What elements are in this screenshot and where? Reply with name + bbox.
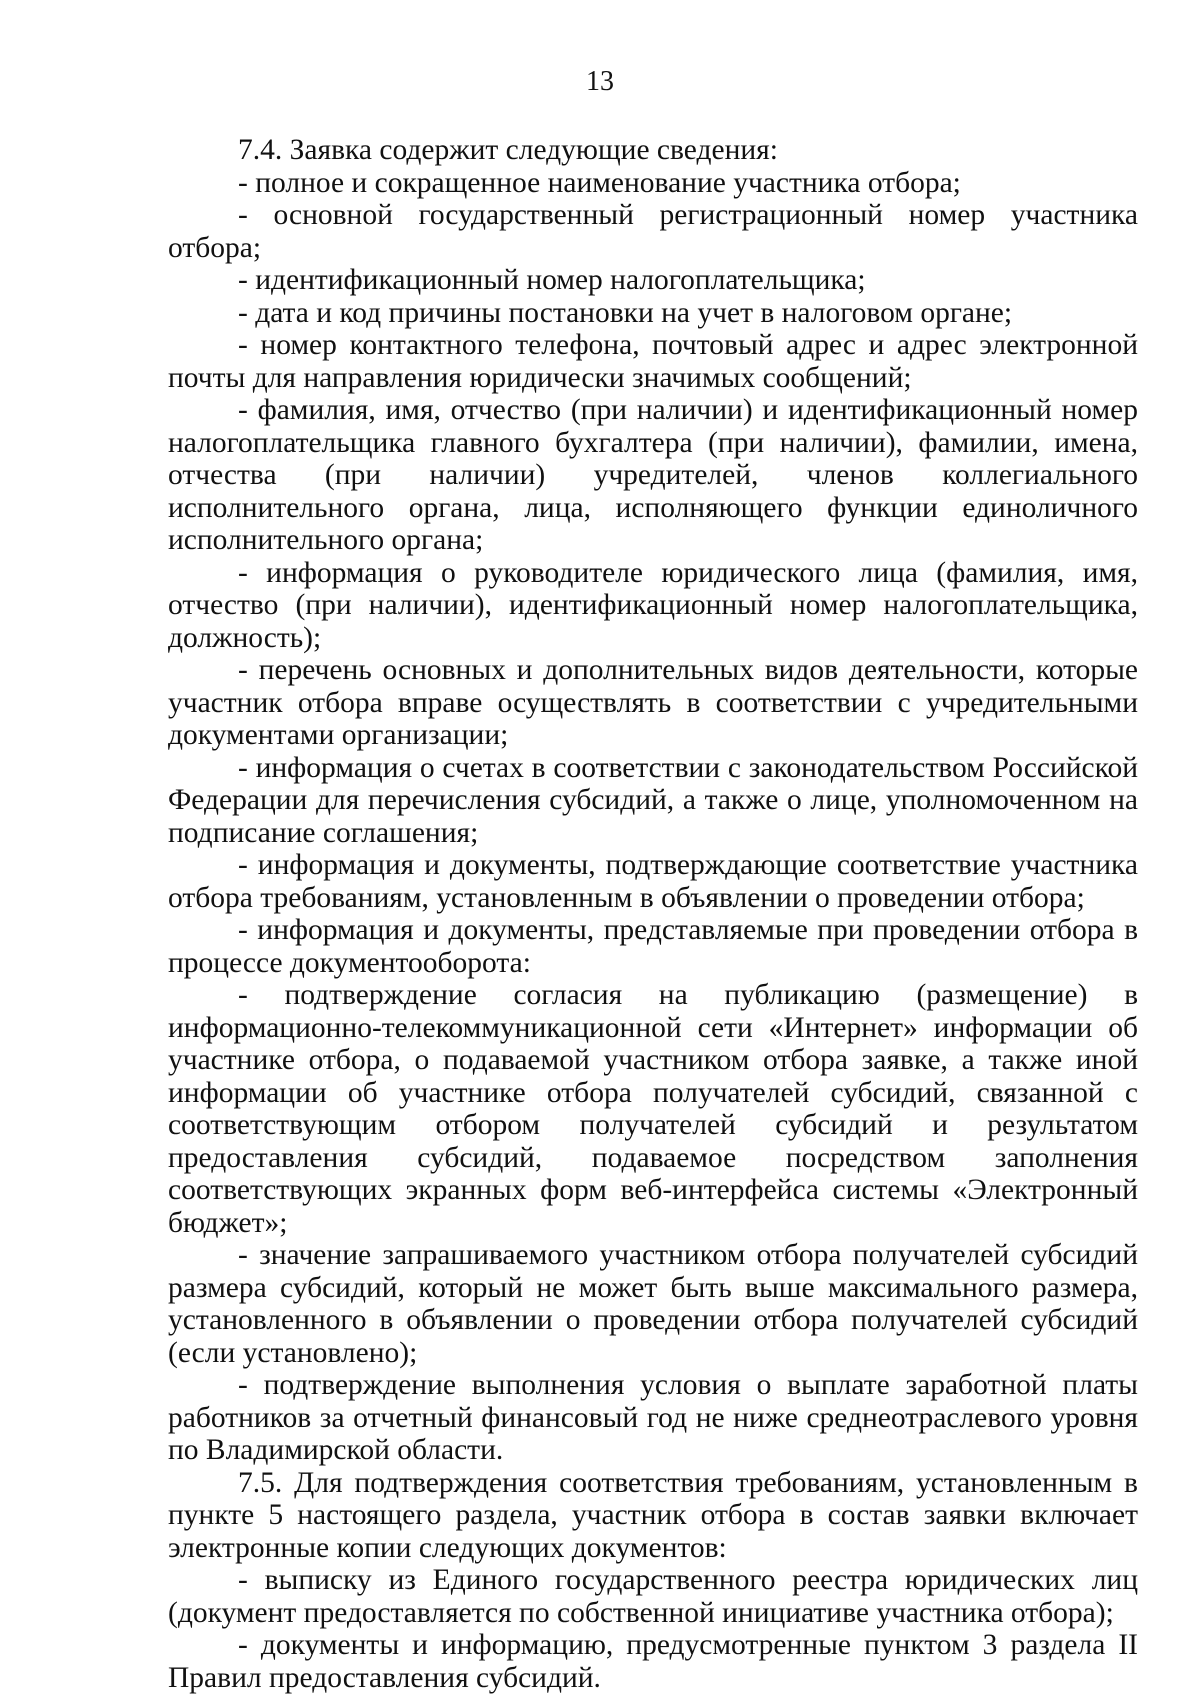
section-7-4-heading: 7.4. Заявка содержит следующие сведения:: [238, 134, 778, 166]
list-item-head-info: - информация о руководителе юридического лица (фамилия, имя, отчество (при наличии), идентификационный номер налогоплательщика, должность);: [168, 556, 1138, 654]
section-7-5-paragraph: 7.5. Для подтверждения соответствия требованиям, установленным в пункте 5 настоящего раздела, участник отбора в состав заявки включает электронные копии следующих документов:: [168, 1466, 1138, 1564]
document-body: [168, 134, 1138, 1694]
page-number: 13: [586, 66, 614, 97]
list-item-rules-documents: - документы и информацию, предусмотренные пунктом 3 раздела II Правил предоставления субсидий.: [168, 1629, 1138, 1694]
list-item-inn: - идентификационный номер налогоплательщика;: [238, 264, 866, 296]
list-item-activities: - перечень основных и дополнительных видов деятельности, которые участник отбора вправе осуществлять в соответствии с учредительными документами организации;: [168, 654, 1138, 751]
list-item-tax-registration: - дата и код причины постановки на учет в налоговом органе;: [238, 296, 1013, 329]
list-item-contacts: - номер контактного телефона, почтовый адрес и адрес электронной почты для направления юридически значимых сообщений;: [168, 329, 1138, 394]
list-item-subsidy-amount: - значение запрашиваемого участником отбора получателей субсидий размера субсидий, который не может быть выше максимального размера, установленного в объявлении о проведении отбора получателей субсидий (если установлено);: [168, 1239, 1138, 1369]
list-item-publication-consent: - подтверждение согласия на публикацию (размещение) в информационно-телекоммуникационной сети «Интернет» информации об участнике отбора, о подаваемой участником отбора заявке, а также иной информации об участнике отбора получателей субсидий, связанной с соответствующим отбором получателей субсидий и результатом предоставления субсидий, подаваемое посредством заполнения соответствующих экранных форм веб-интерфейса системы «Электронный бюджет»;: [168, 979, 1138, 1239]
list-item-ogrn: - основной государственный регистрационный номер участника отбора;: [168, 199, 1138, 264]
list-item-chief-accountant: - фамилия, имя, отчество (при наличии) и идентификационный номер налогоплательщика главного бухгалтера (при наличии), фамилии, имена, отчества (при наличии) учредителей, членов коллегиального исполнительного органа, лица, исполняющего функции единоличного исполнительного органа;: [168, 394, 1138, 556]
list-item-accounts: - информация о счетах в соответствии с законодательством Российской Федерации для перечисления субсидий, а также о лице, уполномоченном на подписание соглашения;: [168, 751, 1138, 849]
list-item-full-name: - полное и сокращенное наименование участника отбора;: [238, 166, 961, 199]
list-item-compliance-documents: - информация и документы, подтверждающие соответствие участника отбора требованиям, установленным в объявлении о проведении отбора;: [168, 849, 1138, 914]
list-item-salary-condition: - подтверждение выполнения условия о выплате заработной платы работников за отчетный финансовый год не ниже среднеотраслевого уровня по Владимирской области.: [168, 1369, 1138, 1466]
list-item-workflow-documents: - информация и документы, представляемые при проведении отбора в процессе документооборота:: [168, 914, 1138, 979]
list-item-egrul-extract: - выписку из Единого государственного реестра юридических лиц (документ предоставляется по собственной инициативе участника отбора);: [168, 1564, 1138, 1629]
